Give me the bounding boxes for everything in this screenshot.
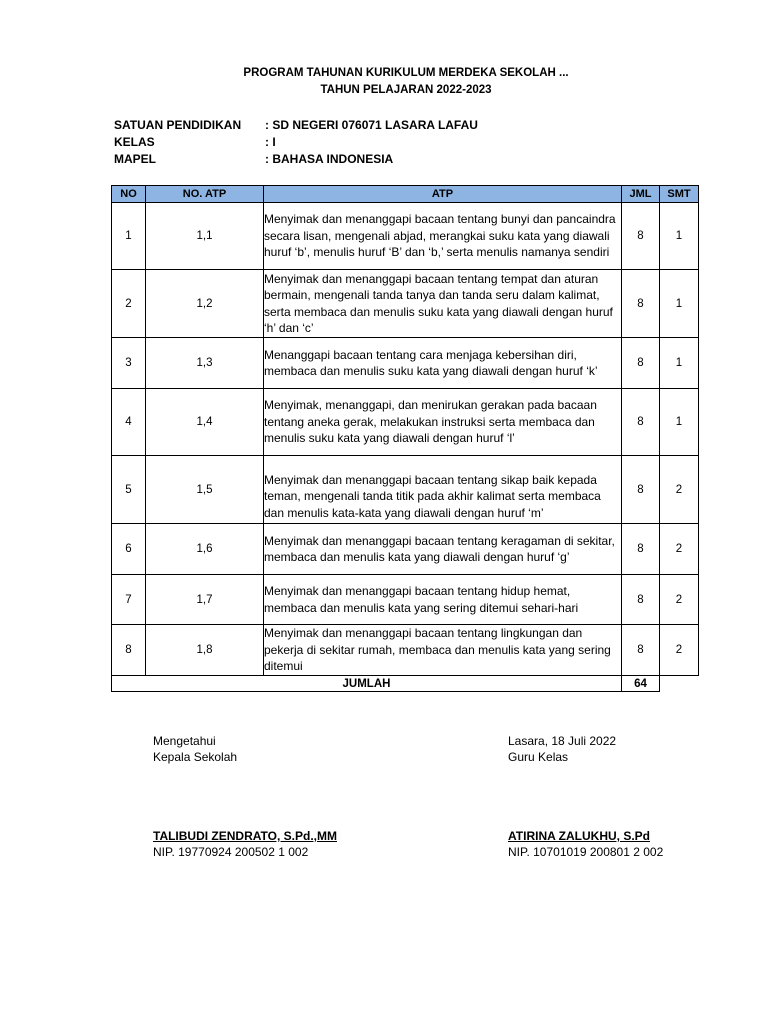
- total-empty-cell: [660, 676, 699, 692]
- cell-no: 6: [112, 524, 146, 575]
- table-row: [112, 270, 699, 338]
- table-row: [112, 203, 699, 270]
- cell-no: 2: [112, 270, 146, 338]
- principal-nip: NIP. 19770924 200502 1 002: [153, 845, 309, 859]
- info-label: KELAS: [114, 135, 155, 149]
- cell-jml: 8: [622, 524, 660, 575]
- cell-no: 1: [112, 203, 146, 270]
- teacher-name: ATIRINA ZALUKHU, S.Pd: [508, 829, 650, 843]
- signature-right-identity: [508, 829, 663, 861]
- signature-left-line2: Kepala Sekolah: [153, 750, 238, 764]
- cell-smt: 2: [660, 524, 699, 575]
- total-value: 64: [622, 676, 660, 692]
- signature-right: [508, 734, 616, 766]
- table-row: [112, 524, 699, 575]
- signature-left-line1: Mengetahui: [153, 734, 216, 748]
- cell-atp: Menanggapi bacaan tentang cara menjaga kebersihan diri, membaca dan menulis suku kata yang diawali dengan huruf ‘k’: [264, 338, 622, 389]
- cell-no-atp: 1,8: [146, 625, 264, 676]
- cell-jml: 8: [622, 625, 660, 676]
- cell-no-atp: 1,4: [146, 389, 264, 456]
- cell-no-atp: 1,5: [146, 456, 264, 524]
- table-row: [112, 338, 699, 389]
- cell-atp: Menyimak dan menanggapi bacaan tentang keragaman di sekitar, membaca dan menulis kata yang diawali dengan huruf ‘g’: [264, 524, 622, 575]
- cell-no-atp: 1,6: [146, 524, 264, 575]
- table-row: [112, 389, 699, 456]
- signature-left-identity: [153, 829, 337, 861]
- cell-jml: 8: [622, 338, 660, 389]
- signature-right-line1: Lasara, 18 Juli 2022: [508, 734, 617, 748]
- header-jml: JML: [622, 186, 660, 203]
- cell-no: 7: [112, 575, 146, 625]
- info-value: : SD NEGERI 076071 LASARA LAFAU: [265, 118, 478, 132]
- header-smt: SMT: [660, 186, 699, 203]
- cell-atp: Menyimak dan menanggapi bacaan tentang hidup hemat, membaca dan menulis kata yang sering ditemui sehari-hari: [264, 575, 622, 625]
- table-total-row: [112, 676, 699, 692]
- cell-smt: 1: [660, 389, 699, 456]
- header-no-atp: NO. ATP: [146, 186, 264, 203]
- cell-smt: 1: [660, 338, 699, 389]
- cell-jml: 8: [622, 203, 660, 270]
- cell-atp: Menyimak dan menanggapi bacaan tentang tempat dan aturan bermain, mengenali tanda tanya dan tanda seru dalam kalimat, serta membaca dan menulis suku kata yang diawali dengan huruf ‘h’ dan ‘c’: [264, 270, 622, 338]
- cell-atp: Menyimak, menanggapi, dan menirukan gerakan pada bacaan tentang aneka gerak, melakukan instruksi serta membaca dan menulis suku kata yang diawali dengan huruf ‘l’: [264, 389, 622, 456]
- cell-smt: 2: [660, 575, 699, 625]
- total-label: JUMLAH: [112, 676, 622, 692]
- cell-atp: Menyimak dan menanggapi bacaan tentang sikap baik kepada teman, mengenali tanda titik pada akhir kalimat serta membaca dan menulis kata-kata yang diawali dengan huruf ‘m’: [264, 456, 622, 524]
- cell-jml: 8: [622, 389, 660, 456]
- teacher-nip: NIP. 10701019 200801 2 002: [508, 845, 664, 859]
- cell-no: 4: [112, 389, 146, 456]
- signature-right-line2: Guru Kelas: [508, 750, 569, 764]
- table-row: [112, 456, 699, 524]
- cell-jml: 8: [622, 575, 660, 625]
- table-row: [112, 575, 699, 625]
- cell-no-atp: 1,7: [146, 575, 264, 625]
- info-label: SATUAN PENDIDIKAN: [114, 118, 242, 132]
- header-atp: ATP: [264, 186, 622, 203]
- signature-left: [153, 734, 237, 766]
- header-no: NO: [112, 186, 146, 203]
- document-title-line2: TAHUN PELAJARAN 2022-2023: [320, 84, 492, 96]
- cell-atp: Menyimak dan menanggapi bacaan tentang bunyi dan pancaindra secara lisan, mengenali abjad, merangkai suku kata yang diawali huruf ‘b’, menulis huruf ‘B’ dan ‘b,’ serta menulis namanya sendiri: [264, 203, 622, 270]
- cell-no-atp: 1,1: [146, 203, 264, 270]
- info-value: : BAHASA INDONESIA: [265, 152, 394, 166]
- cell-no: 5: [112, 456, 146, 524]
- principal-name: TALIBUDI ZENDRATO, S.Pd.,MM: [153, 829, 337, 843]
- cell-no: 3: [112, 338, 146, 389]
- cell-atp: Menyimak dan menanggapi bacaan tentang lingkungan dan pekerja di sekitar rumah, membaca dan menulis kata yang sering ditemui: [264, 625, 622, 676]
- table-header-row: [112, 186, 699, 203]
- cell-no-atp: 1,3: [146, 338, 264, 389]
- info-label: MAPEL: [114, 152, 156, 166]
- atp-table: [111, 185, 699, 692]
- cell-smt: 2: [660, 456, 699, 524]
- document-title-line1: PROGRAM TAHUNAN KURIKULUM MERDEKA SEKOLAH ...: [243, 67, 569, 79]
- cell-no-atp: 1,2: [146, 270, 264, 338]
- cell-smt: 2: [660, 625, 699, 676]
- cell-no: 8: [112, 625, 146, 676]
- cell-jml: 8: [622, 270, 660, 338]
- table-row: [112, 625, 699, 676]
- cell-smt: 1: [660, 270, 699, 338]
- cell-smt: 1: [660, 203, 699, 270]
- info-value: : I: [265, 135, 276, 149]
- cell-jml: 8: [622, 456, 660, 524]
